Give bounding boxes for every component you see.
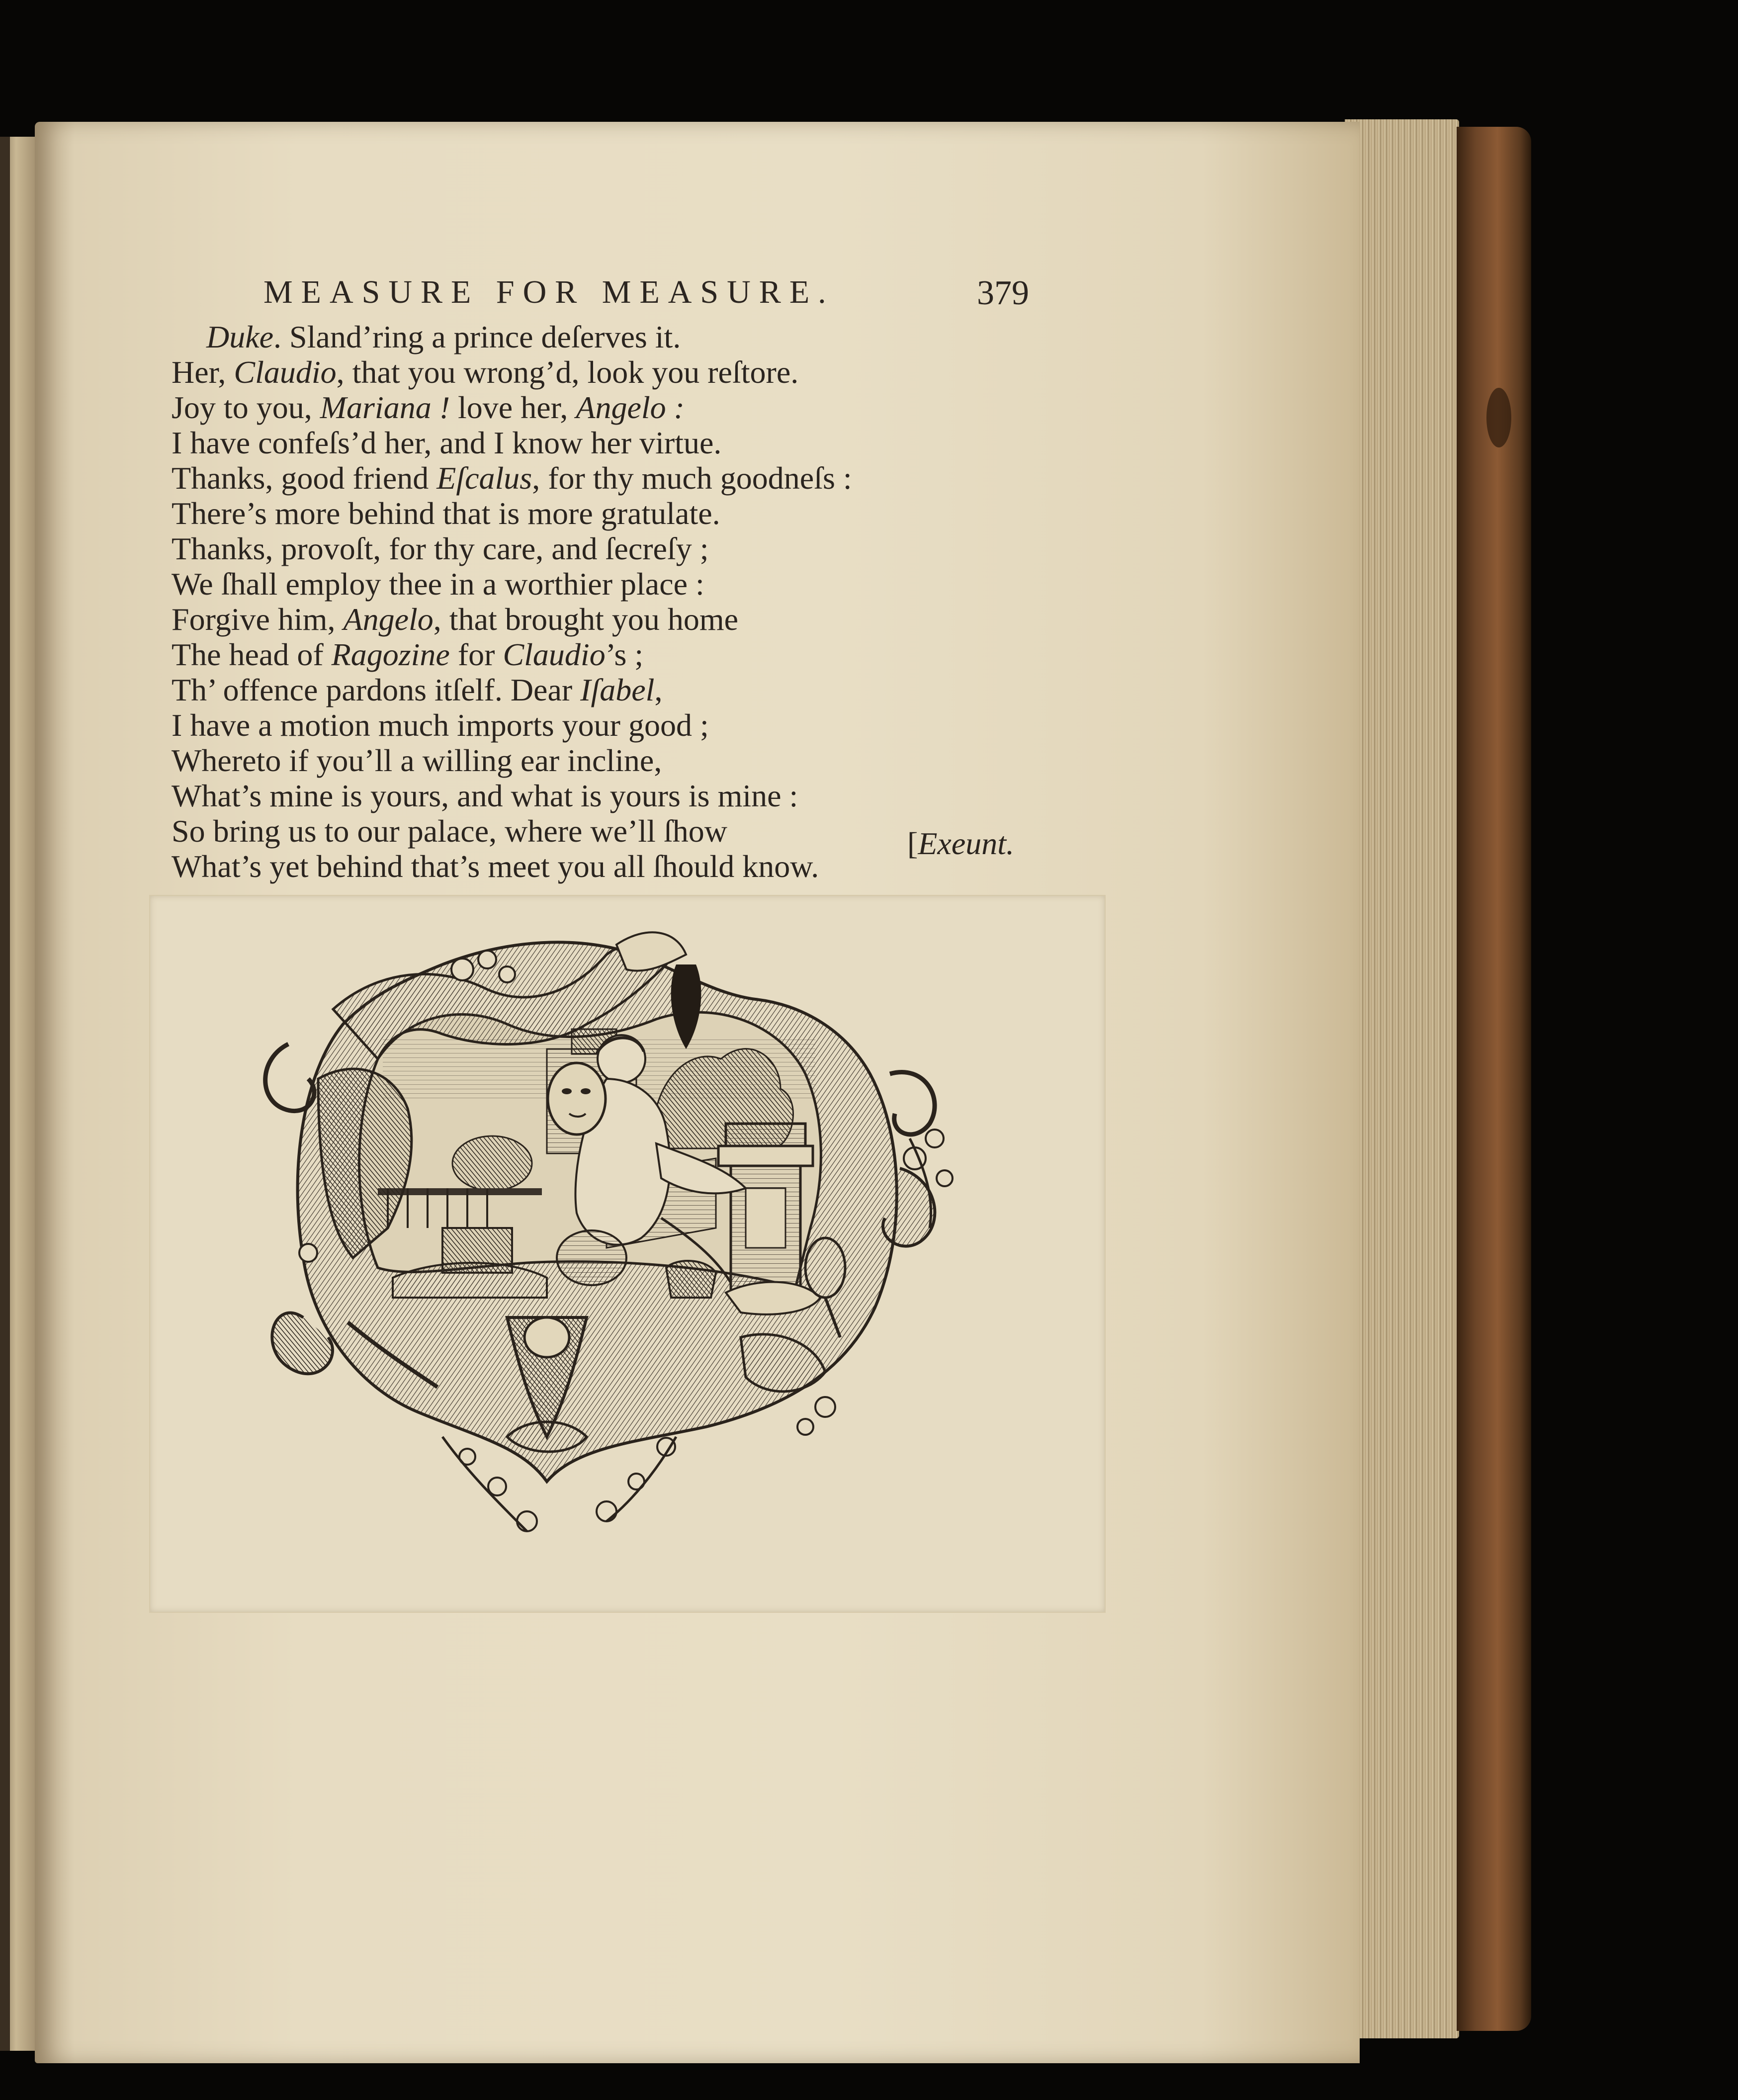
- italic-name: Eſcalus: [436, 460, 532, 496]
- italic-name: Angelo :: [576, 390, 685, 425]
- verse-line: [172, 354, 1091, 390]
- verse-fragment: I have confeſs’d her, and I know her virtue.: [172, 425, 722, 460]
- verse-line: [172, 778, 1091, 813]
- italic-name: Duke: [206, 319, 274, 354]
- verse-fragment: , that you wrong’d, look you reſtore.: [336, 354, 799, 390]
- verse-fragment: What’s yet behind that’s meet you all ſhould know.: [172, 849, 819, 884]
- verse-line: [172, 566, 1091, 602]
- verse-fragment: for: [449, 637, 503, 672]
- verse-line: [172, 390, 1091, 425]
- stage-direction: [907, 825, 1014, 862]
- verse-line: [172, 672, 1091, 707]
- verse-fragment: Thanks, provoſt, for thy care, and ſecreſy ;: [172, 531, 709, 566]
- verse-fragment: The head of: [172, 637, 332, 672]
- page-fore-edge: [1345, 119, 1459, 2038]
- facing-page-shadow: [0, 137, 10, 2051]
- italic-name: Mariana !: [320, 390, 450, 425]
- pedestal: [718, 1124, 813, 1290]
- verse-line: [172, 425, 1091, 460]
- verse-fragment: Joy to you,: [172, 390, 320, 425]
- running-title: MEASURE FOR MEASURE.: [263, 274, 835, 310]
- verse-fragment: ’s ;: [605, 637, 644, 672]
- verse-line: [172, 602, 1091, 637]
- verse-fragment: , that brought you home: [433, 602, 739, 637]
- italic-name: Angelo: [343, 602, 434, 637]
- verse-fragment: . Sland’ring a prince deſerves it.: [273, 319, 681, 354]
- verse-line: [172, 531, 1091, 566]
- cover-stain: [1486, 388, 1511, 447]
- rococo-vignette: [229, 910, 1044, 1571]
- verse-text: [172, 319, 1091, 884]
- verse-fragment: love her,: [450, 390, 576, 425]
- italic-name: Iſabel: [580, 672, 655, 707]
- stage-direction-bracket: [: [907, 826, 918, 861]
- verse-fragment: , for thy much goodneſs :: [532, 460, 852, 496]
- verse-fragment: Forgive him,: [172, 602, 344, 637]
- verse-line: [172, 637, 1091, 672]
- verse-fragment: Thanks, good friend: [172, 460, 437, 496]
- verse-fragment: Th’ offence pardons itſelf. Dear: [172, 672, 581, 707]
- verse-fragment: I have a motion much imports your good ;: [172, 707, 709, 743]
- verse-line: [172, 496, 1091, 531]
- verse-fragment: Whereto if you’ll a willing ear incline,: [172, 743, 662, 778]
- italic-name: Claudio: [234, 354, 337, 390]
- verse-line: [172, 460, 1091, 496]
- verse-fragment: We ſhall employ thee in a worthier place :: [172, 566, 704, 602]
- verse-fragment: So bring us to our palace, where we’ll ſhow: [172, 813, 727, 849]
- verse-fragment: There’s more behind that is more gratulate.: [172, 496, 720, 531]
- verse-line: [172, 707, 1091, 743]
- verse-fragment: Her,: [172, 354, 234, 390]
- verse-line: [172, 319, 1091, 354]
- verse-fragment: What’s mine is yours, and what is yours is mine :: [172, 778, 798, 813]
- italic-name: Claudio: [503, 637, 606, 672]
- page-number: 379: [977, 274, 1029, 312]
- verse-line: [172, 743, 1091, 778]
- italic-name: Ragozine: [331, 637, 450, 672]
- stage-direction-text: Exeunt.: [918, 826, 1014, 861]
- verse-fragment: ,: [654, 672, 663, 707]
